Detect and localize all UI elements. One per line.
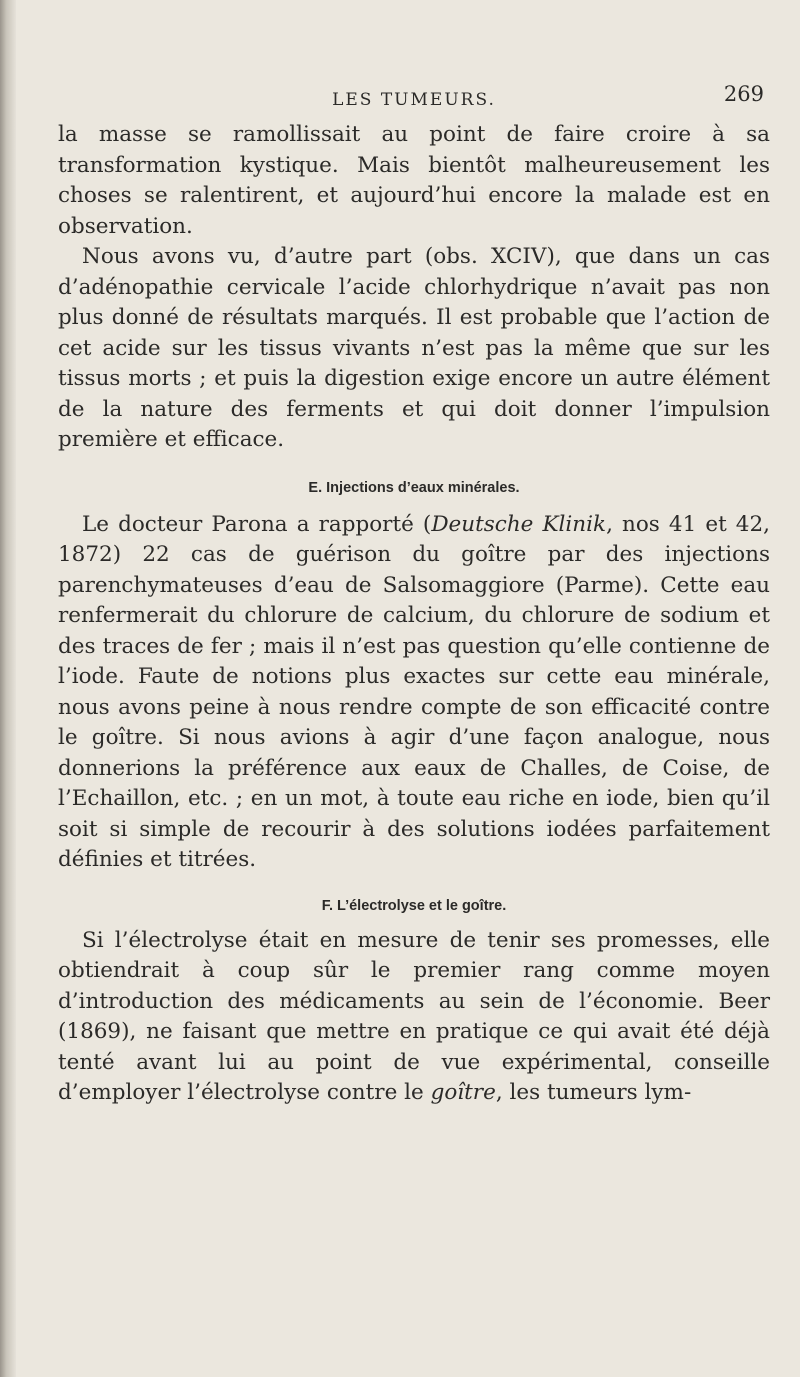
running-header [58,82,770,120]
paragraph-parona-rest: , nos 41 et 42, 1872) 22 cas de guérison du goître par des injections parenchymateuses d’eau de Salsomaggiore (Parme). Cette eau renfermerait du chlorure de calcium, du chlorure de sodium et des traces de fer ; mais il n’est pas question qu’elle contienne de l’iode. Faute de notions plus exactes sur cette eau minérale, nous avons peine à nous rendre compte de son efficacité contre le goître. Si nous avions à agir d’une façon analogue, nous donnerions la préférence aux eaux de Challes, de Coise, de l’Echaillon, etc. ; en un mot, à toute eau riche en iode, bien qu’il soit si simple de recourir à des solutions iodées parfaitement définies et titrées. [58,511,770,872]
page-binding-shadow [0,0,16,1377]
paragraph-electrolyse [58,926,770,1109]
emphasized-term: goître [430,1080,496,1105]
source-title: Deutsche Klinik [431,511,607,537]
page-number: 269 [723,82,764,106]
book-page [58,82,770,1109]
running-title: LES TUMEURS. [332,90,496,110]
paragraph-continuation: la masse se ramollissait au point de faire croire à sa transformation kystique. Mais bientôt malheureusement les choses se ralentirent, et aujourd’hui encore la malade est en observation. [58,122,770,239]
paragraph-parona-intro: Le docteur Parona a rapporté ( [82,511,432,537]
paragraph-electrolyse-intro: Si l’électrolyse était en mesure de tenir ses promesses, elle obtiendrait à coup sûr le premier rang comme moyen d’introduction des médicaments au sein de l’économie. Beer (1869), ne faisant que mettre en pratique ce qui avait été déjà tenté avant lui au point de vue expérimental, conseille d’employer l’électrolyse contre le [58,927,770,1105]
paragraph-parona [58,510,770,876]
paragraph-acide-chlorhydrique: Nous avons vu, d’autre part (obs. XCIV), que dans un cas d’adénopathie cervicale l’acide chlorhydrique n’avait pas non plus donné de résultats marqués. Il est probable que l’action de cet acide sur les tissus vivants n’est pas la même que sur les tissus morts ; et puis la digestion exige encore un autre élément de la nature des ferments et qui doit donner l’impulsion première et efficace. [58,244,770,452]
section-heading-electrolyse: F. L’électrolyse et le goître. [321,897,507,914]
section-heading-injections: E. Injections d’eaux minérales. [308,479,520,496]
paragraph-electrolyse-rest: , les tumeurs lym- [495,1080,692,1105]
